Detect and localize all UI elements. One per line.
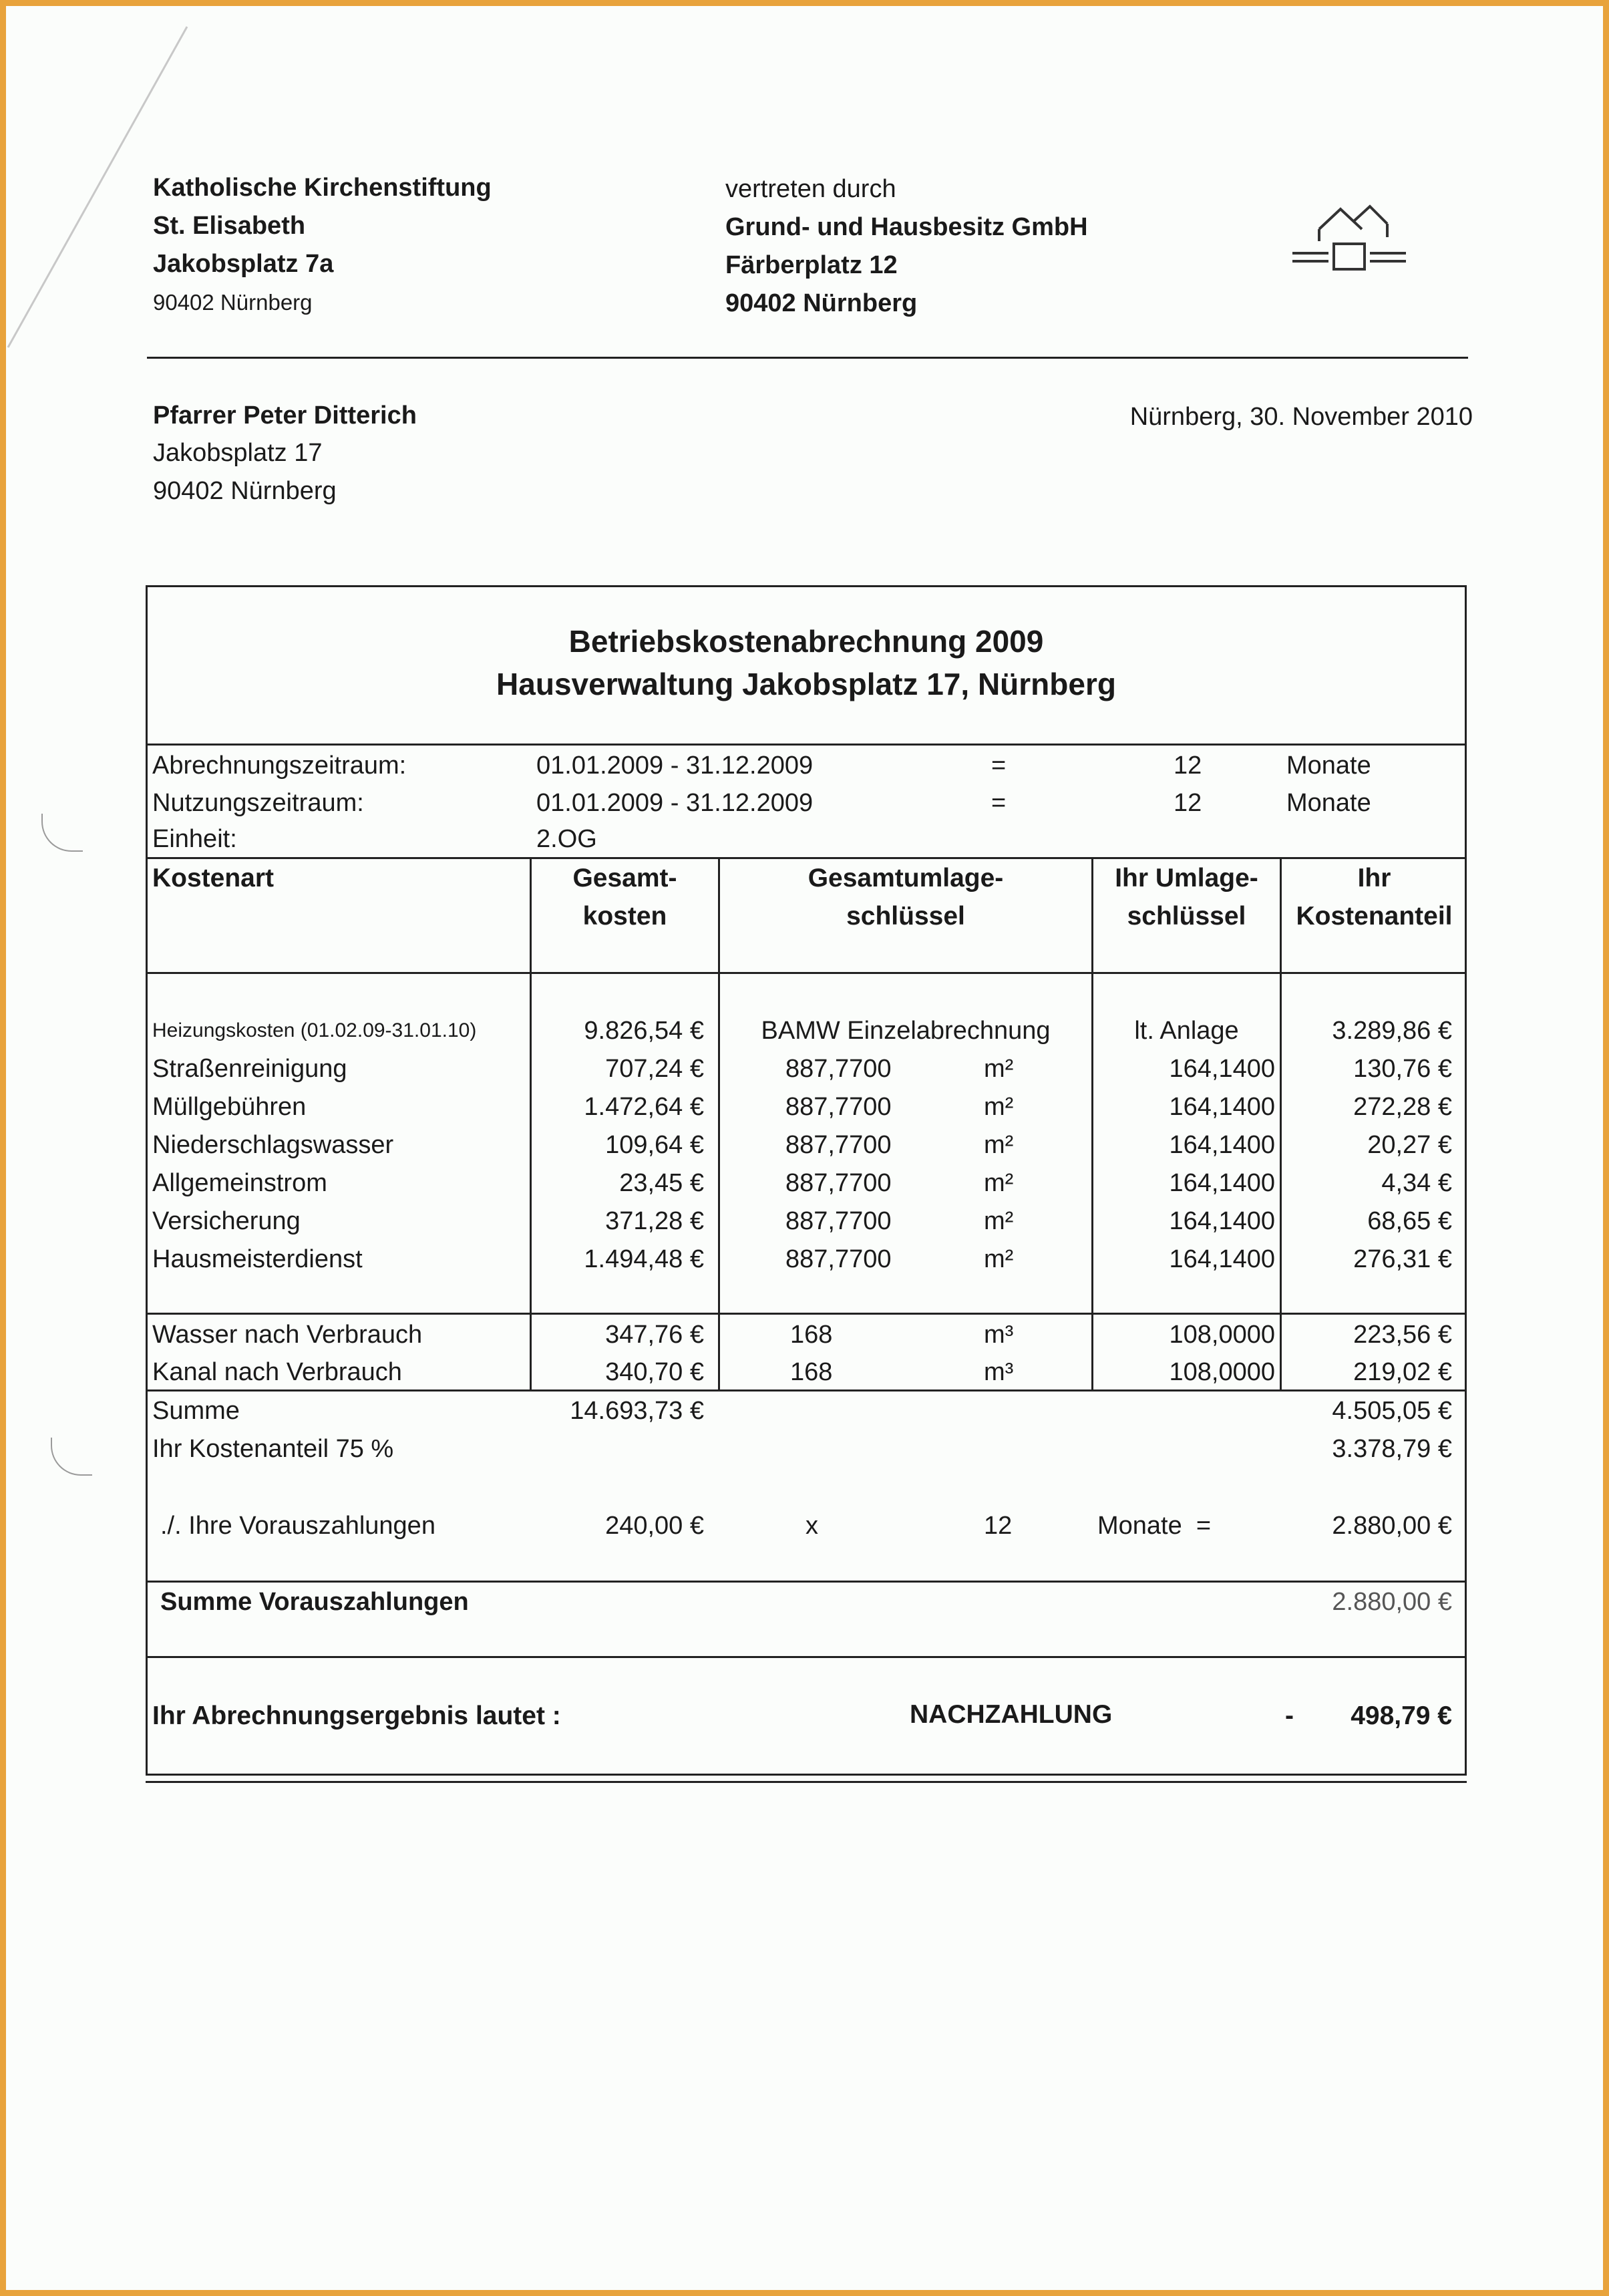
cost-own-key: 164,1400 [1169,1093,1275,1121]
sender-name-2: St. Elisabeth [153,212,306,240]
cost-own-key: 164,1400 [1169,1245,1275,1273]
cost-name: Niederschlagswasser [152,1131,394,1159]
column-header-ihr-umlage: Ihr Umlage- [1115,864,1258,892]
consumption-total: 347,76 € [605,1321,704,1349]
sum-share: 4.505,05 € [1332,1397,1452,1425]
cost-name: Straßenreinigung [152,1055,347,1083]
consumption-key: 168 [790,1358,833,1386]
cost-unit: m² [984,1055,1014,1083]
cost-share: 4,34 € [1381,1169,1452,1197]
sum-label: Summe [152,1397,240,1425]
column-header-gesamtumlage-2: schlüssel [846,902,965,931]
prepayment-total: 2.880,00 € [1332,1512,1452,1540]
cost-key: 887,7700 [785,1169,892,1197]
cost-total: 1.494,48 € [584,1245,704,1273]
meta-value: 2.OG [536,825,597,853]
cost-name: Hausmeisterdienst [152,1245,363,1273]
meta-unit: Monate [1286,752,1371,780]
cost-unit: m² [984,1207,1014,1235]
cost-total: 9.826,54 € [584,1017,704,1045]
cost-total: 371,28 € [605,1207,704,1235]
consumption-name: Kanal nach Verbrauch [152,1358,402,1386]
recipient-name: Pfarrer Peter Ditterich [153,401,417,430]
table-rule [146,744,1467,746]
prepayment-label: ./. Ihre Vorauszahlungen [160,1512,435,1540]
column-header-gesamtkosten-2: kosten [582,902,667,931]
sender-name: Katholische Kirchenstiftung [153,174,492,202]
cost-key: 887,7700 [785,1055,892,1083]
representative-intro: vertreten durch [725,175,896,203]
consumption-unit: m³ [984,1358,1014,1386]
meta-label: Abrechnungszeitraum: [152,752,407,780]
cost-share: 276,31 € [1353,1245,1452,1273]
consumption-share: 219,02 € [1353,1358,1452,1386]
consumption-share: 223,56 € [1353,1321,1452,1349]
meta-value: 01.01.2009 - 31.12.2009 [536,789,814,817]
table-rule [146,1581,1467,1583]
cost-own-key: 164,1400 [1169,1169,1275,1197]
cost-key: 887,7700 [785,1093,892,1121]
meta-count: 12 [1174,752,1202,780]
result-amount: 498,79 € [1351,1701,1452,1730]
representative-city: 90402 Nürnberg [725,289,918,317]
prepayment-sum-label: Summe Vorauszahlungen [160,1588,469,1616]
cost-share: 20,27 € [1367,1131,1452,1159]
cost-key: 887,7700 [785,1245,892,1273]
meta-label: Einheit: [152,825,237,853]
cost-total: 109,64 € [605,1131,704,1159]
cost-name: Allgemeinstrom [152,1169,327,1197]
cost-key: BAMW Einzelabrechnung [761,1017,1051,1045]
prepayment-unit: Monate = [1097,1512,1212,1540]
cost-total: 1.472,64 € [584,1093,704,1121]
house-logo-icon [1292,204,1413,277]
cost-own-key: 164,1400 [1169,1055,1275,1083]
cost-total: 23,45 € [619,1169,704,1197]
cost-key: 887,7700 [785,1207,892,1235]
column-header-ihr-umlage-2: schlüssel [1127,902,1246,931]
table-rule [146,1313,1467,1315]
share-label: Ihr Kostenanteil 75 % [152,1435,394,1463]
cost-name: Versicherung [152,1207,301,1235]
consumption-own-key: 108,0000 [1169,1358,1275,1386]
cost-own-key: lt. Anlage [1134,1017,1239,1045]
consumption-total: 340,70 € [605,1358,704,1386]
cost-unit: m² [984,1169,1014,1197]
consumption-unit: m³ [984,1321,1014,1349]
representative-company: Grund- und Hausbesitz GmbH [725,213,1088,241]
table-rule [146,1656,1467,1658]
cost-total: 707,24 € [605,1055,704,1083]
share-value: 3.378,79 € [1332,1435,1452,1463]
cost-share: 68,65 € [1367,1207,1452,1235]
consumption-key: 168 [790,1321,833,1349]
column-divider [718,857,720,1391]
meta-count: 12 [1174,789,1202,817]
representative-street: Färberplatz 12 [725,251,898,279]
document-subtitle: Hausverwaltung Jakobsplatz 17, Nürnberg [496,667,1116,701]
column-header-kostenanteil-2: Kostenanteil [1296,902,1453,931]
header-divider [147,357,1468,359]
recipient-city: 90402 Nürnberg [153,477,337,505]
prepayment-times: x [806,1512,818,1540]
column-header-gesamtkosten: Gesamt- [572,864,677,892]
cost-own-key: 164,1400 [1169,1207,1275,1235]
table-rule [146,972,1467,974]
prepayment-count: 12 [984,1512,1013,1540]
cost-own-key: 164,1400 [1169,1131,1275,1159]
cost-key: 887,7700 [785,1131,892,1159]
consumption-name: Wasser nach Verbrauch [152,1321,423,1349]
result-type: NACHZAHLUNG [910,1700,1113,1729]
consumption-own-key: 108,0000 [1169,1321,1275,1349]
cost-share: 272,28 € [1353,1093,1452,1121]
cost-unit: m² [984,1245,1014,1273]
cost-share: 130,76 € [1353,1055,1452,1083]
column-header-kostenanteil: Ihr [1357,864,1391,892]
result-label: Ihr Abrechnungsergebnis lautet : [152,1701,561,1730]
result-sign: - [1285,1701,1294,1730]
sender-street: Jakobsplatz 7a [153,250,334,278]
letter-date: Nürnberg, 30. November 2010 [1129,403,1473,431]
sender-city: 90402 Nürnberg [153,290,313,315]
prepayment-sum-value: 2.880,00 € [1332,1588,1452,1616]
cost-unit: m² [984,1131,1014,1159]
table-bottom-double-rule [146,1781,1467,1783]
cost-name: Heizungskosten (01.02.09-31.01.10) [152,1019,477,1041]
meta-eq: = [991,789,1007,817]
table-bottom-rule [146,1774,1467,1776]
meta-value: 01.01.2009 - 31.12.2009 [536,752,814,780]
meta-unit: Monate [1286,789,1371,817]
column-header-kostenart: Kostenart [152,864,275,892]
prepayment-amount: 240,00 € [605,1512,704,1540]
sum-total: 14.693,73 € [570,1397,704,1425]
cost-unit: m² [984,1093,1014,1121]
meta-eq: = [991,752,1007,780]
document-title: Betriebskostenabrechnung 2009 [568,624,1044,659]
cost-share: 3.289,86 € [1332,1017,1452,1045]
cost-name: Müllgebühren [152,1093,307,1121]
meta-label: Nutzungszeitraum: [152,789,364,817]
recipient-street: Jakobsplatz 17 [153,439,323,467]
column-header-gesamtumlage: Gesamtumlage- [808,864,1004,892]
